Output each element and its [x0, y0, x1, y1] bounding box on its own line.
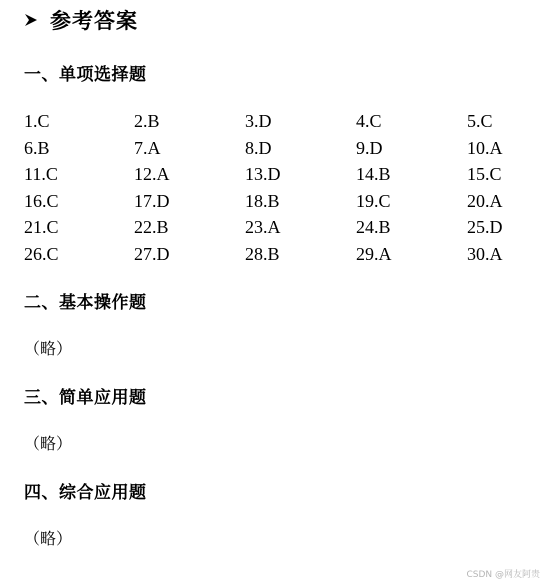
answer-item: 8.D: [245, 137, 272, 158]
section-heading-basic-operation: 二、基本操作题: [24, 293, 147, 313]
answer-item: 27.D: [134, 243, 170, 264]
answer-item: 6.B: [24, 137, 50, 158]
section-note-simple-application: （略）: [24, 434, 73, 453]
answer-grid: [24, 108, 524, 268]
answer-item: 1.C: [24, 111, 50, 131]
answer-item: 15.C: [467, 164, 502, 185]
answer-item: 23.A: [245, 217, 281, 238]
watermark: CSDN @网友阿贵: [466, 570, 540, 580]
answer-item: 19.C: [356, 190, 391, 211]
answer-item: 25.D: [467, 217, 503, 238]
answer-item: 20.A: [467, 190, 503, 211]
answer-item: 16.C: [24, 190, 59, 211]
answer-item: 14.B: [356, 164, 391, 185]
answer-item: 11.C: [24, 164, 58, 185]
answer-item: 7.A: [134, 137, 161, 158]
answer-item: 4.C: [356, 111, 382, 131]
answer-item: 17.D: [134, 190, 170, 211]
section-note-comprehensive-application: （略）: [24, 529, 73, 548]
answer-item: 24.B: [356, 217, 391, 238]
answer-item: 5.C: [467, 111, 493, 131]
section-note-basic-operation: （略）: [24, 339, 73, 358]
section-heading-simple-application: 三、简单应用题: [24, 388, 147, 408]
answer-item: 18.B: [245, 190, 280, 211]
answer-item: 2.B: [134, 111, 160, 131]
page-title-row: [24, 4, 138, 36]
answer-item: 30.A: [467, 243, 503, 264]
section-heading-comprehensive-application: 四、综合应用题: [24, 483, 147, 503]
answer-item: 26.C: [24, 243, 59, 264]
answer-item: 21.C: [24, 217, 59, 238]
arrowhead-bullet-icon: [24, 13, 38, 27]
section-heading-single-choice: 一、单项选择题: [24, 65, 147, 85]
answer-item: 9.D: [356, 137, 383, 158]
answer-item: 22.B: [134, 217, 169, 238]
answer-item: 29.A: [356, 243, 392, 264]
answer-item: 28.B: [245, 243, 280, 264]
page-title: 参考答案: [50, 9, 138, 33]
answer-item: 3.D: [245, 111, 272, 131]
answer-item: 10.A: [467, 137, 503, 158]
answer-item: 13.D: [245, 164, 281, 185]
answer-item: 12.A: [134, 164, 170, 185]
